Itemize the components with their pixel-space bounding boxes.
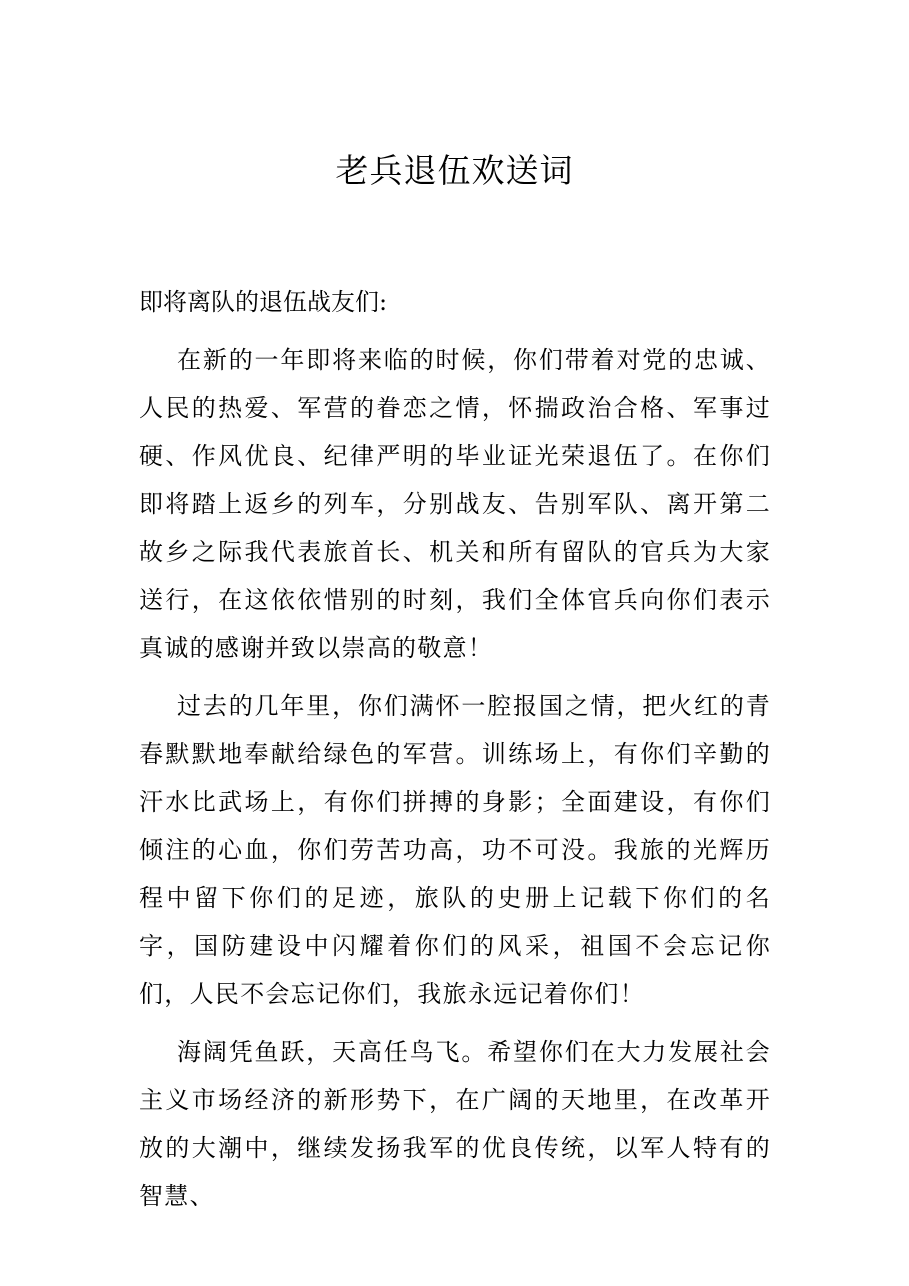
paragraph: 在新的一年即将来临的时候，你们带着对党的忠诚、人民的热爱、军营的眷恋之情，怀揣政治合格、军事过硬、作风优良、纪律严明的毕业证光荣退伍了。在你们即将踏上返乡的列车，分别战友、告别军队、离开第二故乡之际我代表旅首长、机关和所有留队的官兵为大家送行，在这依依惜别的时刻，我们全体官兵向你们表示真诚的感谢并致以崇高的敬意！ <box>139 346 771 662</box>
salutation: 即将离队的退伍战友们: <box>139 288 388 316</box>
paragraph: 海阔凭鱼跃，天高任鸟飞。希望你们在大力发展社会主义市场经济的新形势下，在广阔的天地里，在改革开放的大潮中，继续发扬我军的优良传统，以军人特有的智慧、 <box>139 1038 771 1210</box>
paragraph: 过去的几年里，你们满怀一腔报国之情，把火红的青春默默地奉献给绿色的军营。训练场上，有你们辛勤的汗水比武场上，有你们拼搏的身影；全面建设，有你们倾注的心血，你们劳苦功高，功不可没。我旅的光辉历程中留下你们的足迹，旅队的史册上记载下你们的名字，国防建设中闪耀着你们的风采，祖国不会忘记你们，人民不会忘记你们，我旅永远记着你们！ <box>139 692 771 1008</box>
document-title: 老兵退伍欢送词 <box>335 151 574 190</box>
document-body <box>139 278 771 1230</box>
